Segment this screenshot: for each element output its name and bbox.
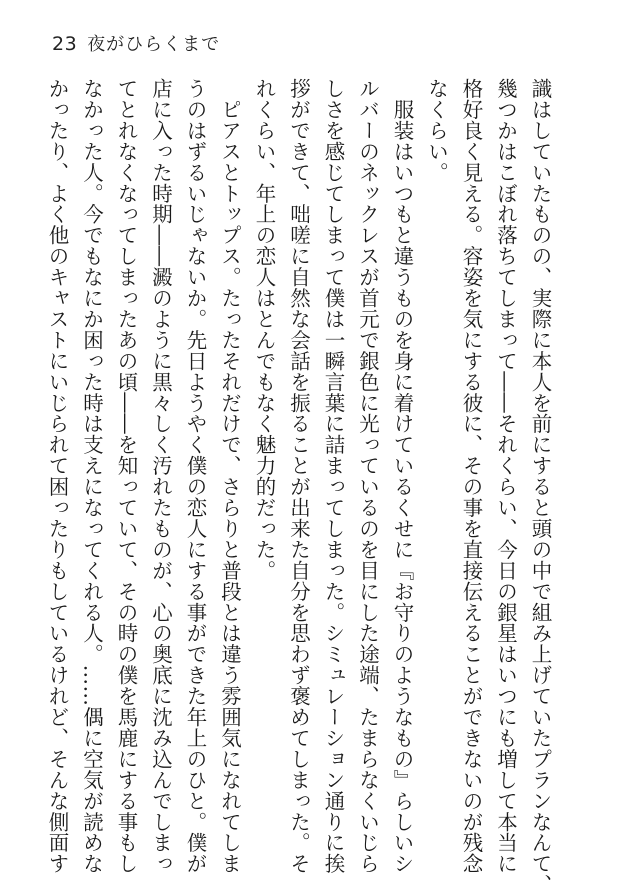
book-title: 夜がひらくまで — [87, 34, 221, 55]
running-header — [52, 30, 220, 60]
text-column: 服装はいつもと違うものを身に着けているくせに『お守りのようなもの』らしいシ — [390, 78, 414, 875]
text-column: ピアスとトップス。たったそれだけで、さらりと普段とは違う雰囲気になれてしま — [217, 78, 242, 875]
text-column: ルバーのネックレスが首元で銀色に光っているのを目にした途端、たまらなくいじら — [355, 78, 380, 875]
vertical-body-text — [45, 78, 557, 895]
text-column: 店に入った時期――澱のように黒々しく汚れたものが、心の奥底に沈み込んでしまっ — [148, 78, 173, 875]
text-column: しさを感じてしまって僕は一瞬言葉に詰まってしまった。シミュレーション通りに挨 — [321, 78, 345, 875]
text-column: 格好良く見える。容姿を気にする彼に、その事を直接伝えることができないのが残念 — [459, 78, 483, 875]
text-column: 識はしていたものの、実際に本人を前にすると頭の中で組み上げていたプランなんて、 — [528, 78, 552, 895]
text-column: 拶ができて、咄嗟に自然な会話を振ることが出来た自分を思わず褒めてしまった。そ — [286, 78, 311, 875]
text-column: うのはずるいじゃないか。先日ようやく僕の恋人にする事ができた年上のひと。僕が — [183, 78, 207, 875]
text-column: てとれなくなってしまったあの頃――を知っていて、その時の僕を馬鹿にする事もし — [114, 78, 138, 875]
page-number: 23 — [52, 33, 78, 55]
text-column: れくらい、年上の恋人はとんでもなく魅力的だった。 — [252, 78, 276, 581]
text-column: 幾つかはこぼれ落ちてしまって――それくらい、今日の銀星はいつにも増して本当に — [493, 78, 518, 875]
text-column: なかった人。今でもなにか困った時は支えになってくれる人。……偶に空気が読めな — [79, 78, 104, 875]
text-column: かったり、よく他のキャストにいじられて困ったりもしているけれど、そんな側面す — [45, 78, 69, 875]
text-column: なくらい。 — [424, 78, 449, 183]
